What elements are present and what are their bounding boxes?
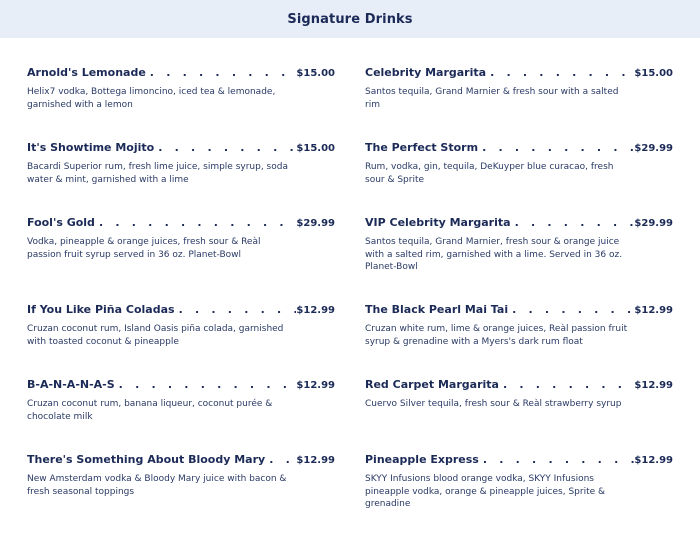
item-name: Pineapple Express bbox=[365, 453, 479, 466]
dot-leader bbox=[486, 66, 634, 79]
item-name: Arnold's Lemonade bbox=[27, 66, 146, 79]
menu-header bbox=[0, 0, 700, 38]
page-title: Signature Drinks bbox=[287, 11, 413, 27]
item-name: It's Showtime Mojito bbox=[27, 141, 155, 154]
item-description: Bacardi Superior rum, fresh lime juice, simple syrup, soda water & mint, garnished with a lime bbox=[27, 162, 288, 185]
item-description: Rum, vodka, gin, tequila, DeKuyper blue curacao, fresh sour & Sprite bbox=[365, 162, 614, 185]
dot-leader bbox=[479, 453, 635, 466]
item-name: B-A-N-A-N-A-S bbox=[27, 378, 115, 391]
item-name: Red Carpet Margarita bbox=[365, 378, 499, 391]
item-description: Cruzan coconut rum, banana liqueur, coconut purée & chocolate milk bbox=[27, 399, 273, 422]
menu-item bbox=[27, 453, 335, 498]
item-description: Santos tequila, Grand Marnier, fresh sour & orange juice with a salted rim, garnished with a lime. Served in 36 oz. Planet-Bowl bbox=[365, 237, 623, 272]
menu-item bbox=[365, 453, 673, 511]
menu-item bbox=[27, 378, 335, 423]
item-name: Celebrity Margarita bbox=[365, 66, 487, 79]
item-price: $12.99 bbox=[634, 305, 673, 316]
menu-item bbox=[365, 216, 673, 274]
menu-item bbox=[27, 303, 335, 348]
dot-leader bbox=[511, 216, 635, 229]
dot-leader bbox=[115, 378, 297, 391]
item-description: Vodka, pineapple & orange juices, fresh sour & Reàl passion fruit syrup served in 36 oz. Planet-Bowl bbox=[27, 237, 261, 260]
dot-leader bbox=[265, 453, 296, 466]
item-description: Santos tequila, Grand Marnier & fresh sour with a salted rim bbox=[365, 87, 619, 110]
item-name: Fool's Gold bbox=[27, 216, 95, 229]
item-description: Cuervo Silver tequila, fresh sour & Reàl strawberry syrup bbox=[365, 399, 622, 409]
item-price: $12.99 bbox=[296, 305, 335, 316]
dot-leader bbox=[95, 216, 296, 229]
item-price: $15.00 bbox=[296, 143, 335, 154]
item-description: New Amsterdam vodka & Bloody Mary juice with bacon & fresh seasonal toppings bbox=[27, 474, 287, 497]
item-name: The Perfect Storm bbox=[365, 141, 479, 154]
menu-item bbox=[27, 216, 335, 261]
item-price: $12.99 bbox=[296, 455, 335, 466]
menu-item bbox=[27, 141, 335, 186]
item-price: $12.99 bbox=[634, 380, 673, 391]
item-name: If You Like Piña Coladas bbox=[27, 303, 175, 316]
item-price: $15.00 bbox=[634, 68, 673, 79]
menu-item bbox=[365, 303, 673, 348]
menu-item bbox=[365, 141, 673, 186]
menu-item bbox=[27, 66, 335, 111]
dot-leader bbox=[175, 303, 297, 316]
item-price: $29.99 bbox=[634, 143, 673, 154]
item-name: The Black Pearl Mai Tai bbox=[365, 303, 509, 316]
menu-item bbox=[365, 66, 673, 111]
item-price: $29.99 bbox=[296, 218, 335, 229]
item-price: $12.99 bbox=[634, 455, 673, 466]
menu-item bbox=[365, 378, 673, 411]
item-description: SKYY Infusions blood orange vodka, SKYY Infusions pineapple vodka, orange & pineapple juices, Sprite & grenadine bbox=[365, 474, 606, 509]
dot-leader bbox=[499, 378, 634, 391]
dot-leader bbox=[146, 66, 297, 79]
item-price: $29.99 bbox=[634, 218, 673, 229]
item-price: $15.00 bbox=[296, 68, 335, 79]
item-name: VIP Celebrity Margarita bbox=[365, 216, 511, 229]
item-description: Cruzan coconut rum, Island Oasis piña colada, garnished with toasted coconut & pineapple bbox=[27, 324, 284, 347]
dot-leader bbox=[478, 141, 634, 154]
dot-leader bbox=[154, 141, 296, 154]
item-description: Helix7 vodka, Bottega limoncino, iced tea & lemonade, garnished with a lemon bbox=[27, 87, 276, 110]
item-price: $12.99 bbox=[296, 380, 335, 391]
item-description: Cruzan white rum, lime & orange juices, Reàl passion fruit syrup & grenadine with a Myers's dark rum float bbox=[365, 324, 628, 347]
dot-leader bbox=[508, 303, 634, 316]
item-name: There's Something About Bloody Mary bbox=[27, 453, 266, 466]
